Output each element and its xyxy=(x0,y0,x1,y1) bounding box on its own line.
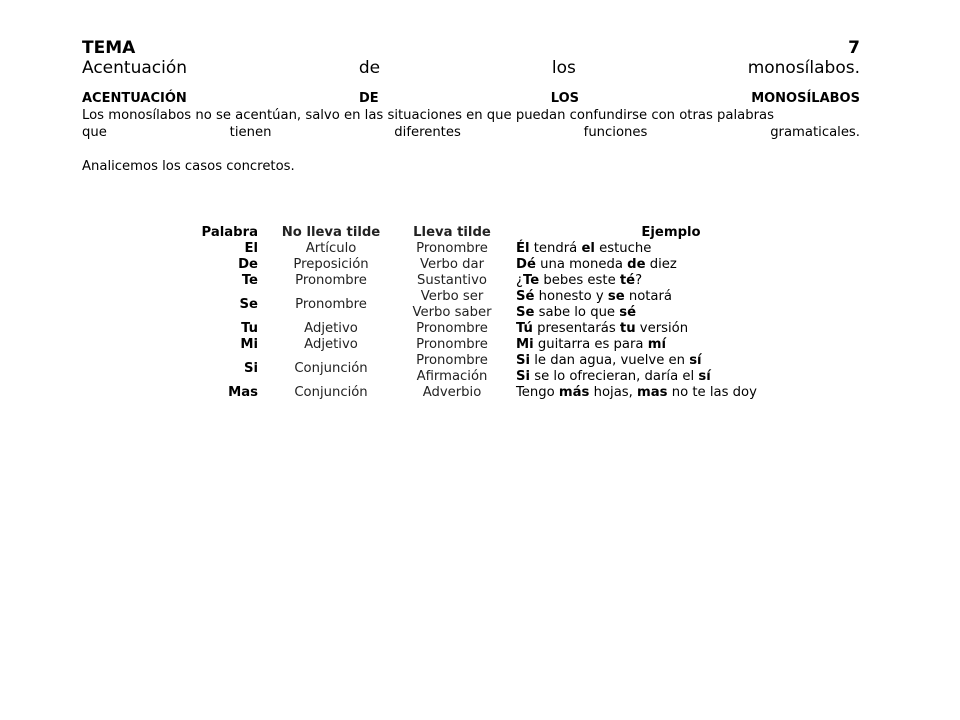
example-highlight: Te xyxy=(523,273,540,288)
table-row xyxy=(176,257,826,273)
example-text: estuche xyxy=(594,241,652,256)
example-highlight: sí xyxy=(689,353,702,368)
tilde-line: Pronombre xyxy=(416,321,488,336)
intro-word: tienen xyxy=(229,125,272,140)
heading-word: DE xyxy=(358,91,379,106)
table-header-row xyxy=(176,225,826,241)
example-text: hojas, xyxy=(589,385,638,400)
intro-word: que xyxy=(82,125,107,140)
example-text: notará xyxy=(624,289,673,304)
cell-palabra: Se xyxy=(239,297,258,312)
cell-palabra: Mas xyxy=(228,385,258,400)
example-highlight: mí xyxy=(647,337,666,352)
example-line xyxy=(516,385,826,401)
example-highlight: Sé xyxy=(516,289,535,304)
cell-no-lleva-tilde: Artículo xyxy=(305,241,357,256)
table-row xyxy=(176,385,826,401)
page-title xyxy=(82,58,860,78)
tilde-line: Pronombre xyxy=(416,353,488,368)
example-highlight: sé xyxy=(619,305,637,320)
example-text: honesto y xyxy=(534,289,608,304)
cell-lleva-tilde xyxy=(396,337,508,353)
example-line xyxy=(516,289,826,305)
cell-ejemplo xyxy=(508,273,826,289)
example-line xyxy=(516,257,826,273)
cell-ejemplo xyxy=(508,289,826,321)
header-ejemplo: Ejemplo xyxy=(641,225,701,240)
heading-word: LOS xyxy=(550,91,580,106)
tilde-line: Verbo saber xyxy=(412,305,492,320)
document-page xyxy=(82,39,860,175)
tilde-line: Adverbio xyxy=(422,385,482,400)
example-text: Tengo xyxy=(516,385,559,400)
tilde-line: Afirmación xyxy=(416,369,488,384)
example-text: versión xyxy=(635,321,689,336)
table-row xyxy=(176,289,826,321)
cell-lleva-tilde xyxy=(396,289,508,321)
header-lleva-tilde: Lleva tilde xyxy=(413,225,491,240)
example-highlight: Si xyxy=(516,353,531,368)
tilde-line: Pronombre xyxy=(416,337,488,352)
table-row xyxy=(176,241,826,257)
cell-ejemplo xyxy=(508,321,826,337)
intro-line-1: Los monosílabos no se acentúan, salvo en las situaciones en que puedan confundirse con otras palabras xyxy=(82,108,774,123)
example-highlight: Dé xyxy=(516,257,536,272)
cell-ejemplo xyxy=(508,241,826,257)
title-word: los xyxy=(551,58,576,78)
example-line xyxy=(516,273,826,289)
example-highlight: Mi xyxy=(516,337,534,352)
example-text: le dan agua, vuelve en xyxy=(530,353,690,368)
tema-label: TEMA xyxy=(82,38,136,58)
title-word: monosílabos. xyxy=(747,58,860,78)
intro-word: diferentes xyxy=(394,125,461,140)
table-row xyxy=(176,273,826,289)
example-text: se lo ofrecieran, daría el xyxy=(530,369,699,384)
cell-lleva-tilde xyxy=(396,321,508,337)
cell-ejemplo xyxy=(508,337,826,353)
cell-ejemplo xyxy=(508,385,826,401)
example-highlight: Tú xyxy=(516,321,533,336)
example-text: no te las doy xyxy=(667,385,757,400)
header-palabra: Palabra xyxy=(201,225,258,240)
example-line xyxy=(516,241,826,257)
table-body xyxy=(176,241,826,401)
cell-lleva-tilde xyxy=(396,257,508,273)
example-line xyxy=(516,353,826,369)
example-text: diez xyxy=(645,257,677,272)
cell-lleva-tilde xyxy=(396,241,508,257)
cell-no-lleva-tilde: Adjetivo xyxy=(304,337,358,352)
heading-word: ACENTUACIÓN xyxy=(82,91,187,106)
cell-palabra: El xyxy=(244,241,258,256)
cell-lleva-tilde xyxy=(396,353,508,385)
intro-line-2 xyxy=(82,124,860,141)
cell-no-lleva-tilde: Adjetivo xyxy=(304,321,358,336)
cell-no-lleva-tilde: Pronombre xyxy=(295,273,367,288)
cell-lleva-tilde xyxy=(396,273,508,289)
example-text: presentarás xyxy=(532,321,620,336)
table-row xyxy=(176,321,826,337)
cell-no-lleva-tilde: Pronombre xyxy=(295,297,367,312)
example-text: ¿ xyxy=(516,273,523,288)
example-highlight: Si xyxy=(516,369,531,384)
cell-no-lleva-tilde: Preposición xyxy=(293,257,369,272)
example-text: guitarra es para xyxy=(533,337,648,352)
example-line xyxy=(516,337,826,353)
example-text: ? xyxy=(635,273,643,288)
example-text: una moneda xyxy=(535,257,628,272)
header-no-lleva-tilde: No lleva tilde xyxy=(281,225,381,240)
example-line xyxy=(516,369,826,385)
example-highlight: se xyxy=(607,289,625,304)
example-highlight: el xyxy=(581,241,595,256)
example-highlight: té xyxy=(619,273,636,288)
tilde-line: Sustantivo xyxy=(417,273,487,288)
cell-ejemplo xyxy=(508,257,826,273)
table-row xyxy=(176,337,826,353)
tilde-line: Verbo ser xyxy=(420,289,484,304)
cell-palabra: Te xyxy=(241,273,258,288)
cell-lleva-tilde xyxy=(396,385,508,401)
tilde-line: Verbo dar xyxy=(419,257,485,272)
section-heading xyxy=(82,91,860,107)
cell-palabra: Tu xyxy=(241,321,258,336)
cell-no-lleva-tilde: Conjunción xyxy=(294,385,368,400)
title-word: Acentuación xyxy=(82,58,188,78)
example-highlight: tu xyxy=(619,321,636,336)
cell-palabra: Mi xyxy=(240,337,258,352)
heading-word: MONOSÍLABOS xyxy=(751,91,860,106)
example-text: bebes este xyxy=(539,273,620,288)
example-line xyxy=(516,321,826,337)
title-word: de xyxy=(358,58,381,78)
tema-header xyxy=(82,39,860,58)
example-line xyxy=(516,305,826,321)
example-text: sabe lo que xyxy=(534,305,620,320)
tilde-line: Pronombre xyxy=(416,241,488,256)
example-highlight: sí xyxy=(698,369,711,384)
monosyllables-table xyxy=(176,225,826,401)
example-text: tendrá xyxy=(529,241,582,256)
intro-word: funciones xyxy=(583,125,648,140)
cell-palabra: Si xyxy=(243,361,258,376)
table-row xyxy=(176,353,826,385)
analysis-text: Analicemos los casos concretos. xyxy=(82,159,295,174)
example-highlight: Él xyxy=(516,241,530,256)
cell-no-lleva-tilde: Conjunción xyxy=(294,361,368,376)
cell-ejemplo xyxy=(508,353,826,385)
intro-word: gramaticales. xyxy=(770,125,860,140)
cell-palabra: De xyxy=(238,257,258,272)
example-highlight: de xyxy=(627,257,646,272)
example-highlight: mas xyxy=(637,385,668,400)
example-highlight: Se xyxy=(516,305,535,320)
tema-number: 7 xyxy=(848,38,860,58)
example-highlight: más xyxy=(558,385,590,400)
